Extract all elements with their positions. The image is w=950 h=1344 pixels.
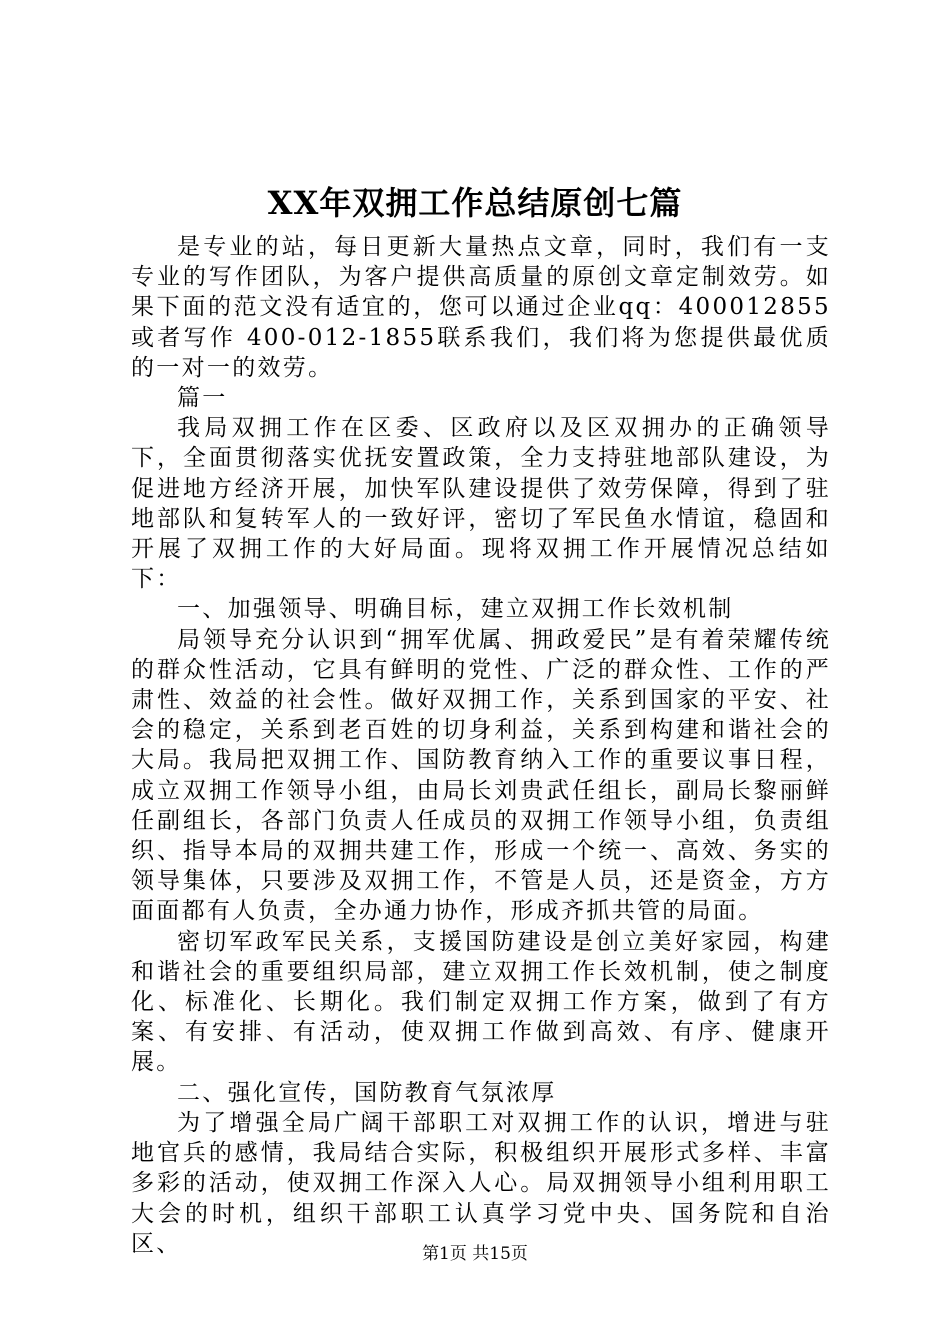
- section-heading: 二、强化宣传，国防教育气氛浓厚: [177, 1079, 557, 1106]
- document-title: XX年双拥工作总结原创七篇: [267, 184, 683, 222]
- page-number-footer: 第1页 共15页: [422, 1244, 528, 1264]
- body-paragraph: 我局双拥工作在区委、区政府以及区双拥办的正确领导下，全面贯彻落实优抚安置政策，全力支持驻地部队建设，为促进地方经济开展，加快军队建设提供了效劳保障，得到了驻地部队和复转军人的一致好评，密切了军民鱼水情谊，稳固和开展了双拥工作的大好局面。现将双拥工作开展情况总结如下：: [131, 415, 831, 593]
- body-paragraph: 为了增强全局广阔干部职工对双拥工作的认识，增进与驻地官兵的感情，我局结合实际，积极组织开展形式多样、丰富多彩的活动，使双拥工作深入人心。局双拥领导小组利用职工大会的时机，组织干部职工认真学习党中央、国务院和自治区、: [131, 1109, 831, 1257]
- body-paragraph: 局领导充分认识到“拥军优属、拥政爱民”是有着荣耀传统的群众性活动，它具有鲜明的党性、广泛的群众性、工作的严肃性、效益的社会性。做好双拥工作，关系到国家的平安、社会的稳定，关系到老百姓的切身利益，关系到构建和谐社会的大局。我局把双拥工作、国防教育纳入工作的重要议事日程，成立双拥工作领导小组，由局长刘贵武任组长，副局长黎丽鲜任副组长，各部门负责人任成员的双拥工作领导小组，负责组织、指导本局的双拥共建工作，形成一个统一、高效、务实的领导集体，只要涉及双拥工作，不管是人员，还是资金，方方面面都有人负责，全办通力协作，形成齐抓共管的局面。: [131, 626, 831, 925]
- body-paragraph: 密切军政军民关系，支援国防建设是创立美好家园，构建和谐社会的重要组织局部，建立双拥工作长效机制，使之制度化、标准化、长期化。我们制定双拥工作方案，做到了有方案、有安排、有活动，使双拥工作做到高效、有序、健康开展。: [131, 928, 831, 1076]
- section-heading: 一、加强领导、明确目标，建立双拥工作长效机制: [177, 596, 734, 623]
- document-body: [131, 232, 831, 1259]
- section-label-part-one: 篇一: [177, 385, 228, 412]
- intro-paragraph: 是专业的站，每日更新大量热点文章，同时，我们有一支专业的写作团队，为客户提供高质量的原创文章定制效劳。如果下面的范文没有适宜的，您可以通过企业qq：400012855或者写作 400-012-1855联系我们，我们将为您提供最优质的一对一的效劳。: [131, 234, 831, 381]
